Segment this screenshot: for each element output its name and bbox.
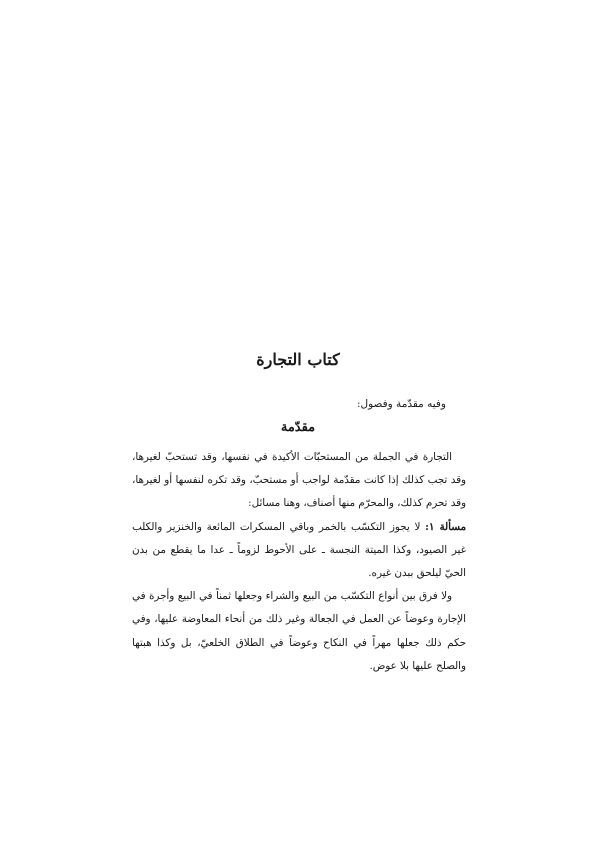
masala-text: لا يجوز التكسّب بالخمر وباقي المسكرات المائعة والخنزير والكلب غير الصيود، وكذا الميتة النجسة ـ على الأحوط لزوماً ـ عدا ما يقطع من بدن الحيّ ليلحق ببدن غيره. — [132, 520, 466, 580]
masala-label: مسألة ١: — [425, 520, 466, 533]
intro-line: وفيه مقدّمة وفصول: — [356, 398, 446, 410]
paragraph-intro: التجارة في الجملة من المستحبّات الأكيدة في نفسها، وقد تستحبّ لغيرها، وقد تجب كذلك إذا كانت مقدّمة لواجب أو مستحبّ، وقد تكره لنفسها أو لغيرها، وقد تحرم كذلك، والمحرّم منها أصناف، وهنا مسائل: — [132, 451, 466, 510]
section-heading: مقدّمة — [280, 420, 316, 435]
paragraph-no-difference: ولا فرق بين أنواع التكسّب من البيع والشراء وجعلها ثمناً في البيع وأجرة في الإجارة وعوضاً عن العمل في الجعالة وغير ذلك من أنحاء المعاوضة عليها، وفي حكم ذلك جعلها مهراً في النكاح وعوضاً في الطلاق الخلعيّ، بل وكذا هبتها والصلح عليها بلا عوض. — [132, 590, 466, 672]
paragraph-masala-1 — [132, 516, 466, 586]
book-title: كتاب التجارة — [256, 350, 340, 369]
body-text — [132, 446, 466, 678]
